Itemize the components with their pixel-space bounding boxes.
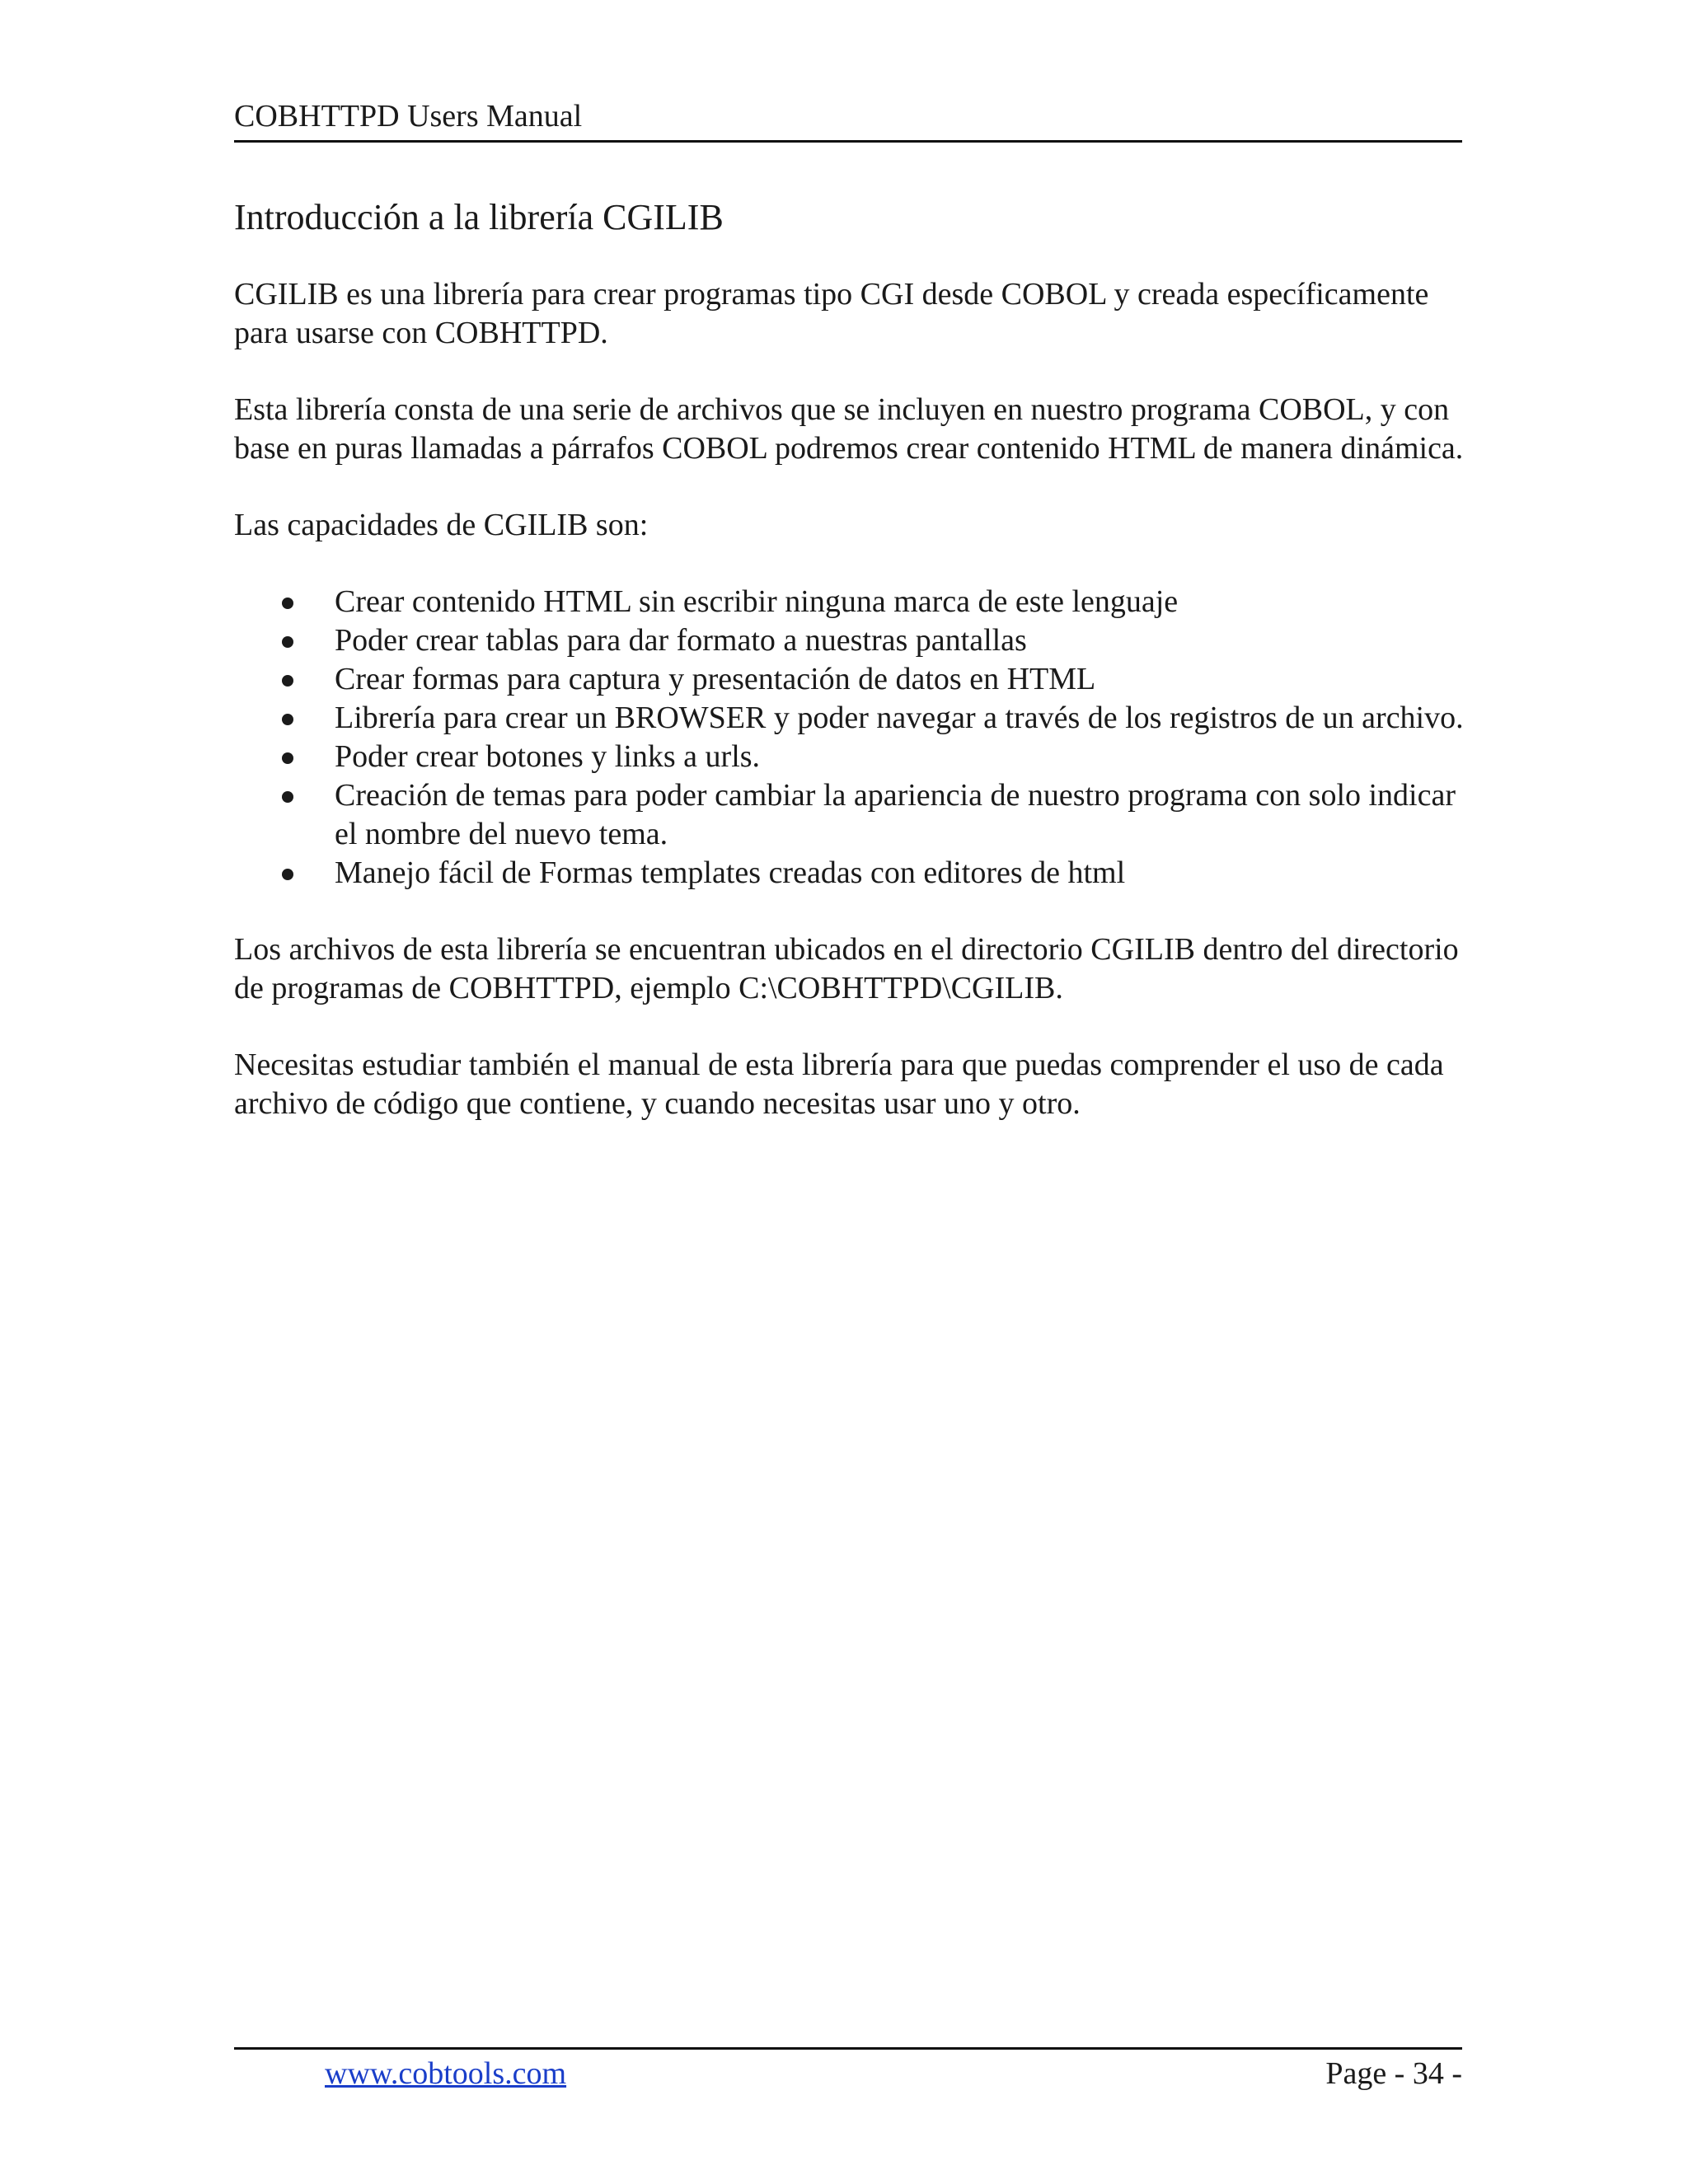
bullet-icon [282, 752, 293, 764]
list-item-text: Manejo fácil de Formas templates creadas con editores de html [335, 855, 1126, 890]
paragraph: Esta librería consta de una serie de archivos que se incluyen en nuestro programa COBOL, y con base en puras llamadas a párrafos COBOL podremos crear contenido HTML de manera dinámica. [234, 392, 1464, 466]
bullet-icon [282, 636, 293, 648]
page-footer [234, 2047, 1462, 2099]
section-heading: Introducción a la librería CGILIB [234, 197, 724, 237]
list-item [234, 776, 1470, 854]
bullet-icon [282, 675, 293, 687]
page-number: Page - 34 - [1325, 2056, 1462, 2091]
bullet-icon [282, 869, 293, 880]
list-item [234, 854, 1470, 893]
list-item [234, 660, 1470, 699]
list-item-text: Creación de temas para poder cambiar la apariencia de nuestro programa con solo indicar el nombre del nuevo tema. [335, 778, 1456, 851]
page-header [234, 97, 1462, 143]
list-item-text: Librería para crear un BROWSER y poder navegar a través de los registros de un archivo. [335, 701, 1464, 735]
paragraph: CGILIB es una librería para crear programas tipo CGI desde COBOL y creada específicamente para usarse con COBHTTPD. [234, 277, 1429, 350]
capabilities-list [234, 583, 1470, 893]
list-item-text: Crear formas para captura y presentación de datos en HTML [335, 662, 1096, 696]
bullet-icon [282, 714, 293, 725]
bullet-icon [282, 791, 293, 803]
bullet-icon [282, 598, 293, 609]
list-item-text: Poder crear tablas para dar formato a nuestras pantallas [335, 623, 1027, 658]
page-content [234, 194, 1470, 1161]
paragraph: Las capacidades de CGILIB son: [234, 508, 649, 542]
list-item-text: Crear contenido HTML sin escribir ninguna marca de este lenguaje [335, 584, 1179, 619]
paragraph: Necesitas estudiar también el manual de esta librería para que puedas comprender el uso de cada archivo de código que contiene, y cuando necesitas usar uno y otro. [234, 1047, 1444, 1121]
list-item [234, 621, 1470, 660]
list-item [234, 738, 1470, 776]
list-item [234, 699, 1470, 738]
list-item [234, 583, 1470, 621]
paragraph: Los archivos de esta librería se encuentran ubicados en el directorio CGILIB dentro del directorio de programas de COBHTTPD, ejemplo C:\COBHTTPD\CGILIB. [234, 932, 1459, 1005]
header-title: COBHTTPD Users Manual [234, 99, 583, 134]
website-link[interactable]: www.cobtools.com [325, 2056, 567, 2091]
list-item-text: Poder crear botones y links a urls. [335, 739, 761, 774]
